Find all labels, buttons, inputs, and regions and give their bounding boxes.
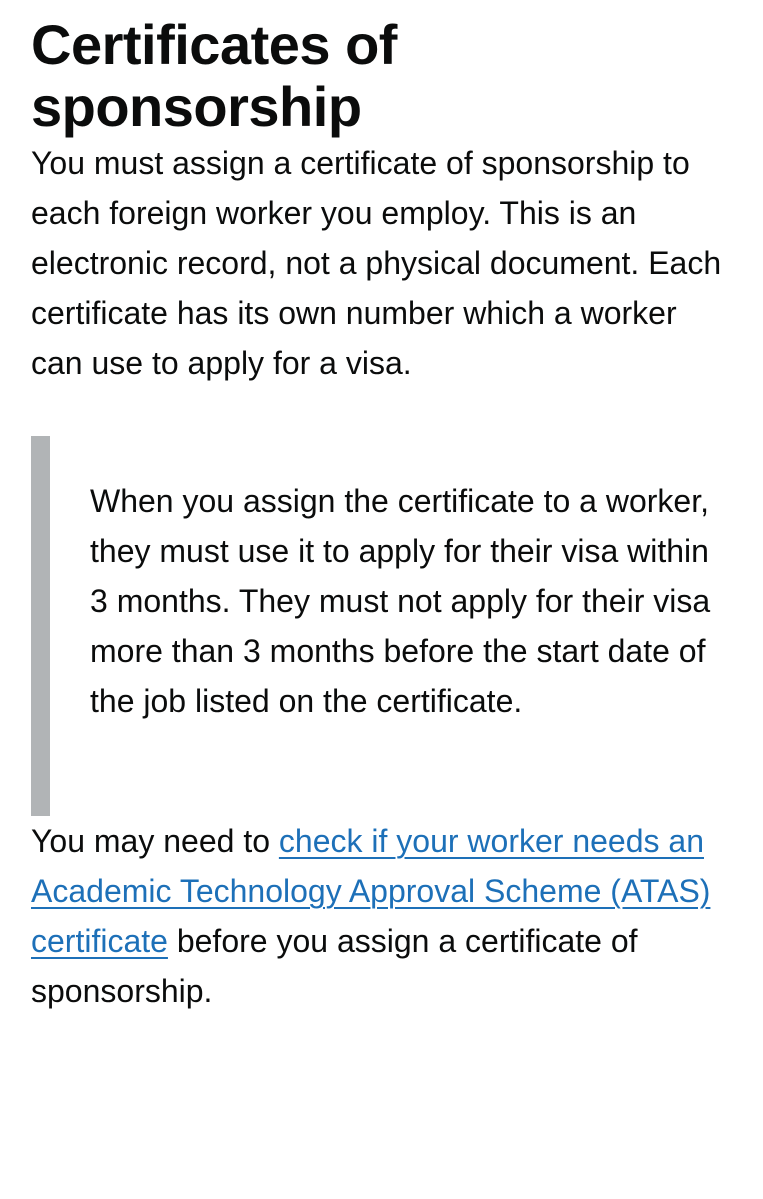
page-title: Certificates of sponsorship: [31, 13, 397, 138]
atas-text-after: before you assign a certificate of sponsorship.: [31, 923, 638, 1009]
atas-text-before: You may need to: [31, 823, 279, 859]
atas-check-link[interactable]: check if your worker needs an Academic Technology Approval Scheme (ATAS) certificate: [31, 823, 711, 959]
inset-paragraph: When you assign the certificate to a worker, they must use it to apply for their visa within 3 months. They must not apply for their visa more than 3 months before the start date of the job listed on the certificate.: [90, 483, 711, 719]
intro-paragraph: You must assign a certificate of sponsorship to each foreign worker you employ. This is an electronic record, not a physical document. Each certificate has its own number which a worker can use to apply for a visa.: [31, 145, 722, 381]
atas-paragraph: [31, 816, 731, 1016]
inset-text: [31, 436, 733, 816]
inset-border: [31, 436, 50, 816]
